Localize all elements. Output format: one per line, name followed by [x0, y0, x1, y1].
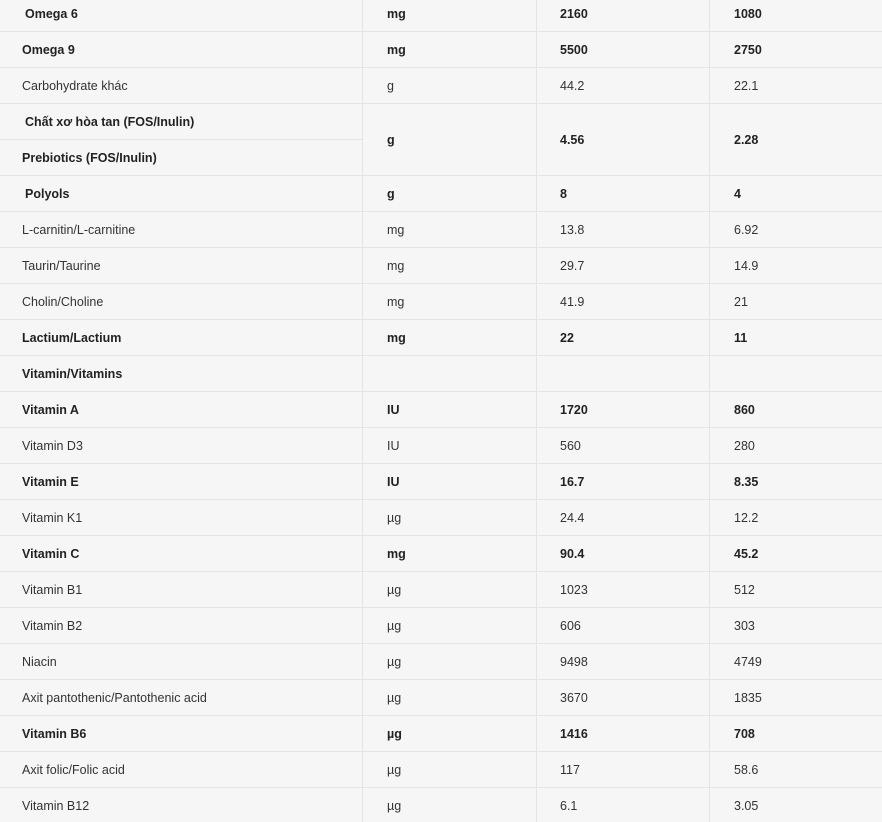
- unit-text: IU: [387, 402, 400, 417]
- unit-text: µg: [387, 690, 402, 705]
- unit-text: µg: [387, 510, 402, 525]
- table-row: [0, 536, 882, 572]
- unit-text: mg: [387, 546, 406, 561]
- value-per-100g-text: 2160: [560, 6, 588, 21]
- value-per-serving-cell: [709, 464, 882, 499]
- value-per-serving-cell: [709, 500, 882, 535]
- unit-cell: [362, 176, 536, 211]
- value-per-serving-text: 1835: [734, 690, 762, 705]
- table-row: [0, 788, 882, 822]
- table-row: [0, 752, 882, 788]
- value-per-serving-text: 22.1: [734, 78, 759, 93]
- value-per-100g-text: 13.8: [560, 222, 585, 237]
- unit-cell: [362, 320, 536, 355]
- nutrient-name-cell: [22, 500, 362, 535]
- unit-cell: [362, 356, 536, 391]
- value-per-100g-text: 3670: [560, 690, 588, 705]
- nutrient-name-cell: [22, 788, 362, 822]
- value-per-serving-cell: [709, 788, 882, 822]
- table-row: [0, 644, 882, 680]
- unit-cell: [362, 788, 536, 822]
- unit-cell: [362, 248, 536, 283]
- value-per-100g-cell: [536, 320, 709, 355]
- nutrient-name: Vitamin K1: [22, 510, 83, 525]
- table-row: [0, 284, 882, 320]
- value-per-serving-text: 4: [734, 186, 741, 201]
- value-per-serving-text: 21: [734, 294, 748, 309]
- value-per-100g-text: 4.56: [560, 132, 585, 147]
- value-per-serving-cell: [709, 212, 882, 247]
- value-per-serving-text: 2750: [734, 42, 762, 57]
- nutrient-name-cell: [22, 752, 362, 787]
- unit-text: g: [387, 132, 395, 147]
- table-row: [0, 212, 882, 248]
- value-per-100g-cell: [536, 644, 709, 679]
- value-per-100g-text: 606: [560, 618, 581, 633]
- value-per-serving-cell: [709, 248, 882, 283]
- value-per-serving-cell: [709, 572, 882, 607]
- nutrient-name: Vitamin A: [22, 402, 79, 417]
- value-per-serving-cell: [709, 392, 882, 427]
- table-row: [0, 248, 882, 284]
- value-per-serving-text: 303: [734, 618, 755, 633]
- nutrient-name-secondary: Prebiotics (FOS/Inulin): [22, 151, 157, 165]
- value-per-100g-cell: [536, 752, 709, 787]
- nutrient-name: Omega 6: [25, 6, 78, 21]
- value-per-100g-text: 8: [560, 186, 567, 201]
- value-per-100g-text: 9498: [560, 654, 588, 669]
- value-per-serving-text: 4749: [734, 654, 762, 669]
- table-row: [0, 680, 882, 716]
- nutrient-name: Niacin: [22, 654, 57, 669]
- value-per-serving-text: 6.92: [734, 222, 759, 237]
- value-per-serving-text: 45.2: [734, 546, 759, 561]
- unit-text: mg: [387, 6, 406, 21]
- unit-text: mg: [387, 42, 406, 57]
- nutrient-name-cell: [22, 464, 362, 499]
- nutrient-name-cell: [22, 284, 362, 319]
- value-per-100g-cell: [536, 716, 709, 751]
- value-per-100g-cell: [536, 212, 709, 247]
- unit-cell: [362, 104, 536, 175]
- value-per-100g-cell: [536, 464, 709, 499]
- value-per-100g-cell: [536, 536, 709, 571]
- unit-cell: [362, 68, 536, 103]
- value-per-serving-text: 58.6: [734, 762, 759, 777]
- nutrient-name: Vitamin D3: [22, 438, 83, 453]
- unit-cell: [362, 464, 536, 499]
- table-row: [0, 0, 882, 32]
- value-per-100g-cell: [536, 356, 709, 391]
- value-per-serving-cell: [709, 104, 882, 175]
- value-per-serving-text: 3.05: [734, 798, 759, 813]
- unit-text: µg: [387, 618, 402, 633]
- value-per-serving-text: 860: [734, 402, 755, 417]
- unit-text: µg: [387, 654, 402, 669]
- value-per-serving-cell: [709, 284, 882, 319]
- value-per-serving-text: 280: [734, 438, 755, 453]
- value-per-serving-text: 1080: [734, 6, 762, 21]
- nutrient-name: Polyols: [25, 186, 70, 201]
- value-per-serving-cell: [709, 536, 882, 571]
- value-per-100g-cell: [536, 248, 709, 283]
- unit-cell: [362, 536, 536, 571]
- value-per-100g-text: 560: [560, 438, 581, 453]
- value-per-serving-cell: [709, 356, 882, 391]
- value-per-100g-text: 44.2: [560, 78, 585, 93]
- unit-text: IU: [387, 438, 400, 453]
- value-per-100g-cell: [536, 500, 709, 535]
- value-per-100g-text: 5500: [560, 42, 588, 57]
- value-per-100g-cell: [536, 32, 709, 67]
- nutrient-name: Vitamin B1: [22, 582, 83, 597]
- value-per-100g-text: 117: [560, 762, 580, 777]
- unit-cell: [362, 212, 536, 247]
- nutrient-name: L-carnitin/L-carnitine: [22, 222, 136, 237]
- nutrient-name: Vitamin C: [22, 546, 80, 561]
- nutrient-name: Axit folic/Folic acid: [22, 762, 125, 777]
- unit-cell: [362, 608, 536, 643]
- nutrient-name: Vitamin B12: [22, 798, 90, 813]
- unit-cell: [362, 500, 536, 535]
- unit-cell: [362, 392, 536, 427]
- table-row: [0, 428, 882, 464]
- nutrient-name: Lactium/Lactium: [22, 330, 122, 345]
- value-per-100g-text: 29.7: [560, 258, 585, 273]
- unit-text: µg: [387, 798, 402, 813]
- value-per-100g-cell: [536, 176, 709, 211]
- value-per-serving-cell: [709, 608, 882, 643]
- nutrient-name: Carbohydrate khác: [22, 78, 128, 93]
- unit-cell: [362, 572, 536, 607]
- value-per-100g-text: 24.4: [560, 510, 585, 525]
- nutrient-name: Axit pantothenic/Pantothenic acid: [22, 690, 207, 705]
- nutrient-name: Chất xơ hòa tan (FOS/Inulin): [0, 104, 362, 140]
- value-per-serving-cell: [709, 680, 882, 715]
- value-per-100g-text: 16.7: [560, 474, 585, 489]
- table-row: [0, 104, 882, 176]
- nutrient-name-cell: [22, 428, 362, 463]
- value-per-serving-cell: [709, 68, 882, 103]
- unit-cell: [362, 0, 536, 31]
- unit-cell: [362, 680, 536, 715]
- value-per-100g-cell: [536, 788, 709, 822]
- value-per-100g-text: 90.4: [560, 546, 585, 561]
- table-row: [0, 608, 882, 644]
- nutrient-name: Omega 9: [22, 42, 75, 57]
- value-per-100g-text: 6.1: [560, 798, 578, 813]
- value-per-serving-text: 8.35: [734, 474, 759, 489]
- unit-cell: [362, 32, 536, 67]
- nutrient-name-cell: [22, 0, 362, 31]
- value-per-serving-cell: [709, 0, 882, 31]
- value-per-100g-text: 22: [560, 330, 574, 345]
- nutrient-name-cell: [22, 68, 362, 103]
- nutrient-name-cell: [22, 608, 362, 643]
- value-per-100g-text: 1023: [560, 582, 588, 597]
- unit-cell: [362, 644, 536, 679]
- value-per-serving-cell: [709, 716, 882, 751]
- value-per-100g-cell: [536, 680, 709, 715]
- value-per-100g-cell: [536, 68, 709, 103]
- value-per-serving-text: 14.9: [734, 258, 759, 273]
- value-per-serving-text: 12.2: [734, 510, 759, 525]
- unit-cell: [362, 428, 536, 463]
- nutrient-name-cell: [22, 536, 362, 571]
- table-row: [0, 356, 882, 392]
- nutrient-name-cell: [22, 104, 362, 175]
- nutrient-name: Cholin/Choline: [22, 294, 104, 309]
- nutrient-name-cell: [22, 392, 362, 427]
- unit-cell: [362, 752, 536, 787]
- nutrient-name: Vitamin/Vitamins: [22, 366, 123, 381]
- value-per-serving-text: 2.28: [734, 132, 759, 147]
- unit-text: g: [387, 78, 394, 93]
- nutrient-name-cell: [22, 680, 362, 715]
- nutrient-name: Vitamin B6: [22, 726, 87, 741]
- unit-text: mg: [387, 330, 406, 345]
- nutrient-name-cell: [22, 32, 362, 67]
- value-per-serving-cell: [709, 176, 882, 211]
- value-per-serving-text: 11: [734, 330, 748, 345]
- nutrient-name-cell: [22, 176, 362, 211]
- table-row: [0, 176, 882, 212]
- table-row: [0, 716, 882, 752]
- nutrient-name-cell: [22, 572, 362, 607]
- value-per-100g-text: 1416: [560, 726, 588, 741]
- value-per-100g-text: 1720: [560, 402, 588, 417]
- unit-text: mg: [387, 258, 405, 273]
- value-per-100g-cell: [536, 572, 709, 607]
- nutrient-name-cell: [22, 356, 362, 391]
- value-per-100g-cell: [536, 608, 709, 643]
- value-per-serving-cell: [709, 752, 882, 787]
- table-row: [0, 320, 882, 356]
- unit-text: mg: [387, 294, 405, 309]
- nutrient-name-cell: [22, 248, 362, 283]
- unit-text: µg: [387, 762, 402, 777]
- value-per-serving-cell: [709, 644, 882, 679]
- table-row: [0, 464, 882, 500]
- nutrient-name-cell: [22, 716, 362, 751]
- unit-text: µg: [387, 726, 402, 741]
- value-per-serving-cell: [709, 428, 882, 463]
- nutrient-name-cell: [22, 644, 362, 679]
- table-row: [0, 572, 882, 608]
- unit-text: mg: [387, 222, 405, 237]
- nutrient-name: Vitamin B2: [22, 618, 83, 633]
- table-row: [0, 392, 882, 428]
- unit-text: µg: [387, 582, 402, 597]
- value-per-serving-cell: [709, 320, 882, 355]
- value-per-serving-text: 708: [734, 726, 755, 741]
- unit-text: g: [387, 186, 395, 201]
- value-per-100g-cell: [536, 284, 709, 319]
- unit-cell: [362, 284, 536, 319]
- value-per-100g-cell: [536, 428, 709, 463]
- table-row: [0, 68, 882, 104]
- table-row: [0, 32, 882, 68]
- value-per-100g-cell: [536, 104, 709, 175]
- table-row: [0, 500, 882, 536]
- value-per-100g-cell: [536, 0, 709, 31]
- nutrient-name: Vitamin E: [22, 474, 79, 489]
- unit-text: IU: [387, 474, 400, 489]
- nutrient-name: Taurin/Taurine: [22, 258, 101, 273]
- value-per-serving-cell: [709, 32, 882, 67]
- value-per-100g-text: 41.9: [560, 294, 585, 309]
- value-per-serving-text: 512: [734, 582, 755, 597]
- unit-cell: [362, 716, 536, 751]
- nutrient-name-cell: [22, 320, 362, 355]
- nutrient-name-cell: [22, 212, 362, 247]
- value-per-100g-cell: [536, 392, 709, 427]
